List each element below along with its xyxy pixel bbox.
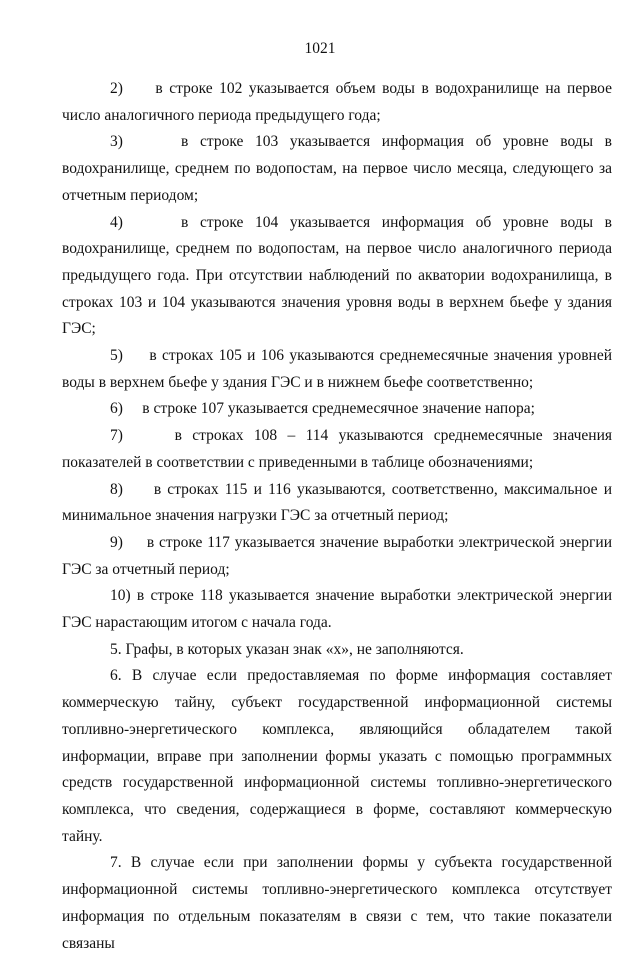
paragraph-item-8: 8) в строках 115 и 116 указываются, соответственно, максимальное и минимальное значения нагрузки ГЭС за отчетный период; bbox=[62, 480, 612, 525]
paragraph-item-10: 10) в строке 118 указывается значение выработки электрической энергии ГЭС нарастающим итогом с начала года. bbox=[62, 587, 612, 632]
paragraph-item-6: 6) в строке 107 указывается среднемесячное значение напора; bbox=[110, 400, 535, 418]
paragraph-item-3: 3) в строке 103 указывается информация об уровне воды в водохранилище, среднем по водопостам, на первое число месяца, следующего за отчетным периодом; bbox=[62, 133, 612, 204]
page-number: 1021 bbox=[304, 40, 336, 57]
paragraph-item-4: 4) в строке 104 указывается информация об уровне воды в водохранилище, среднем по водопостам, на первое число аналогичного периода предыдущего года. При отсутствии наблюдений по акватории водохранилища, в строках 103 и 104 указываются значения уровня воды в верхнем бьефе у здания ГЭС; bbox=[62, 213, 612, 338]
paragraph-item-7: 7) в строках 108 – 114 указываются среднемесячные значения показателей в соответствии с приведенными в таблице обозначениями; bbox=[62, 427, 612, 471]
document-body bbox=[62, 76, 612, 957]
paragraph-section-6: 6. В случае если предоставляемая по форме информация составляет коммерческую тайну, субъект государственной информационной системы топливно-энергетического комплекса, являющийся обладателем такой информации, вправе при заполнении формы указать с помощью программных средств государственной информационной системы топливно-энергетического комплекса, что сведения, содержащиеся в форме, составляют коммерческую тайну. bbox=[62, 667, 612, 845]
paragraph-item-2: 2) в строке 102 указывается объем воды в водохранилище на первое число аналогичного периода предыдущего года; bbox=[62, 80, 612, 124]
paragraph-section-7: 7. В случае если при заполнении формы у субъекта государственной информационной системы топливно-энергетического комплекса отсутствует информация по отдельным показателям в связи с тем, что такие показатели связаны bbox=[62, 854, 612, 952]
paragraph-section-5: 5. Графы, в которых указан знак «х», не заполняются. bbox=[110, 640, 464, 658]
paragraph-item-5: 5) в строках 105 и 106 указываются среднемесячные значения уровней воды в верхнем бьефе у здания ГЭС и в нижнем бьефе соответственно; bbox=[62, 347, 612, 391]
paragraph-item-9: 9) в строке 117 указывается значение выработки электрической энергии ГЭС за отчетный период; bbox=[62, 533, 612, 578]
